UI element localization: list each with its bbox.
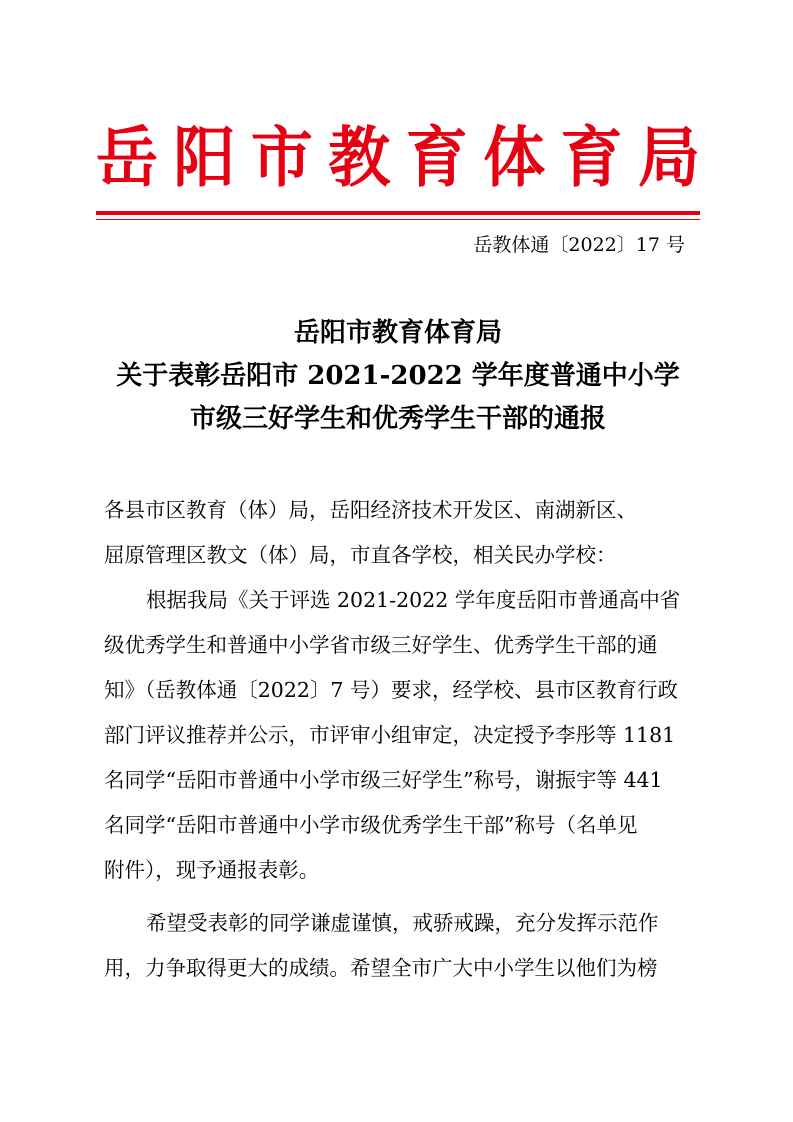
paragraph-2 <box>104 901 694 991</box>
recipients <box>104 488 694 578</box>
paragraph-line: 希望受表彰的同学谦虚谨慎，戒骄戒躁，充分发挥示范作 <box>146 911 659 935</box>
paragraph-line: 名同学“岳阳市普通中小学市级三好学生”称号，谢振宇等 441 <box>104 768 663 792</box>
masthead-char: 体 <box>483 119 546 196</box>
masthead-char: 局 <box>637 119 700 196</box>
title-line-2: 关于表彰岳阳市 2021-2022 学年度普通中小学 <box>116 361 680 391</box>
document-title <box>96 312 700 441</box>
paragraph-line: 根据我局《关于评选 2021-2022 学年度岳阳市普通高中省 <box>146 588 681 612</box>
document-number: 岳教体通〔2022〕17 号 <box>473 234 685 256</box>
recipients-line: 各县市区教育（体）局，岳阳经济技术开发区、南湖新区、 <box>104 498 637 522</box>
masthead-char: 育 <box>405 119 468 196</box>
paragraph-line: 部门评议推荐并公示，市评审小组审定，决定授予李彤等 1181 <box>104 723 676 747</box>
paragraph-gap <box>104 893 694 901</box>
title-line-3: 市级三好学生和优秀学生干部的通报 <box>189 404 606 434</box>
document-body <box>104 488 694 991</box>
masthead-char: 岳 <box>96 119 159 196</box>
recipients-line: 屈原管理区教文（体）局，市直各学校，相关民办学校： <box>104 543 617 567</box>
paragraph-line: 名同学“岳阳市普通中小学市级优秀学生干部”称号（名单见 <box>104 813 638 837</box>
masthead-char: 育 <box>560 119 623 196</box>
masthead <box>96 118 700 198</box>
paragraph-line: 知》（岳教体通〔2022〕7 号）要求，经学校、县市区教育行政 <box>104 678 678 702</box>
masthead-char: 市 <box>250 119 313 196</box>
masthead-char: 教 <box>328 119 391 196</box>
masthead-rule-thick <box>96 211 700 215</box>
paragraph-line: 用，力争取得更大的成绩。希望全市广大中小学生以他们为榜 <box>104 956 658 980</box>
masthead-rule-thin <box>96 219 700 220</box>
masthead-char: 阳 <box>173 119 236 196</box>
paragraph-1 <box>104 578 694 893</box>
paragraph-line: 附件），现予通报表彰。 <box>104 858 320 882</box>
paragraph-line: 级优秀学生和普通中小学省市级三好学生、优秀学生干部的通 <box>104 633 658 657</box>
title-line-1: 岳阳市教育体育局 <box>293 318 502 348</box>
